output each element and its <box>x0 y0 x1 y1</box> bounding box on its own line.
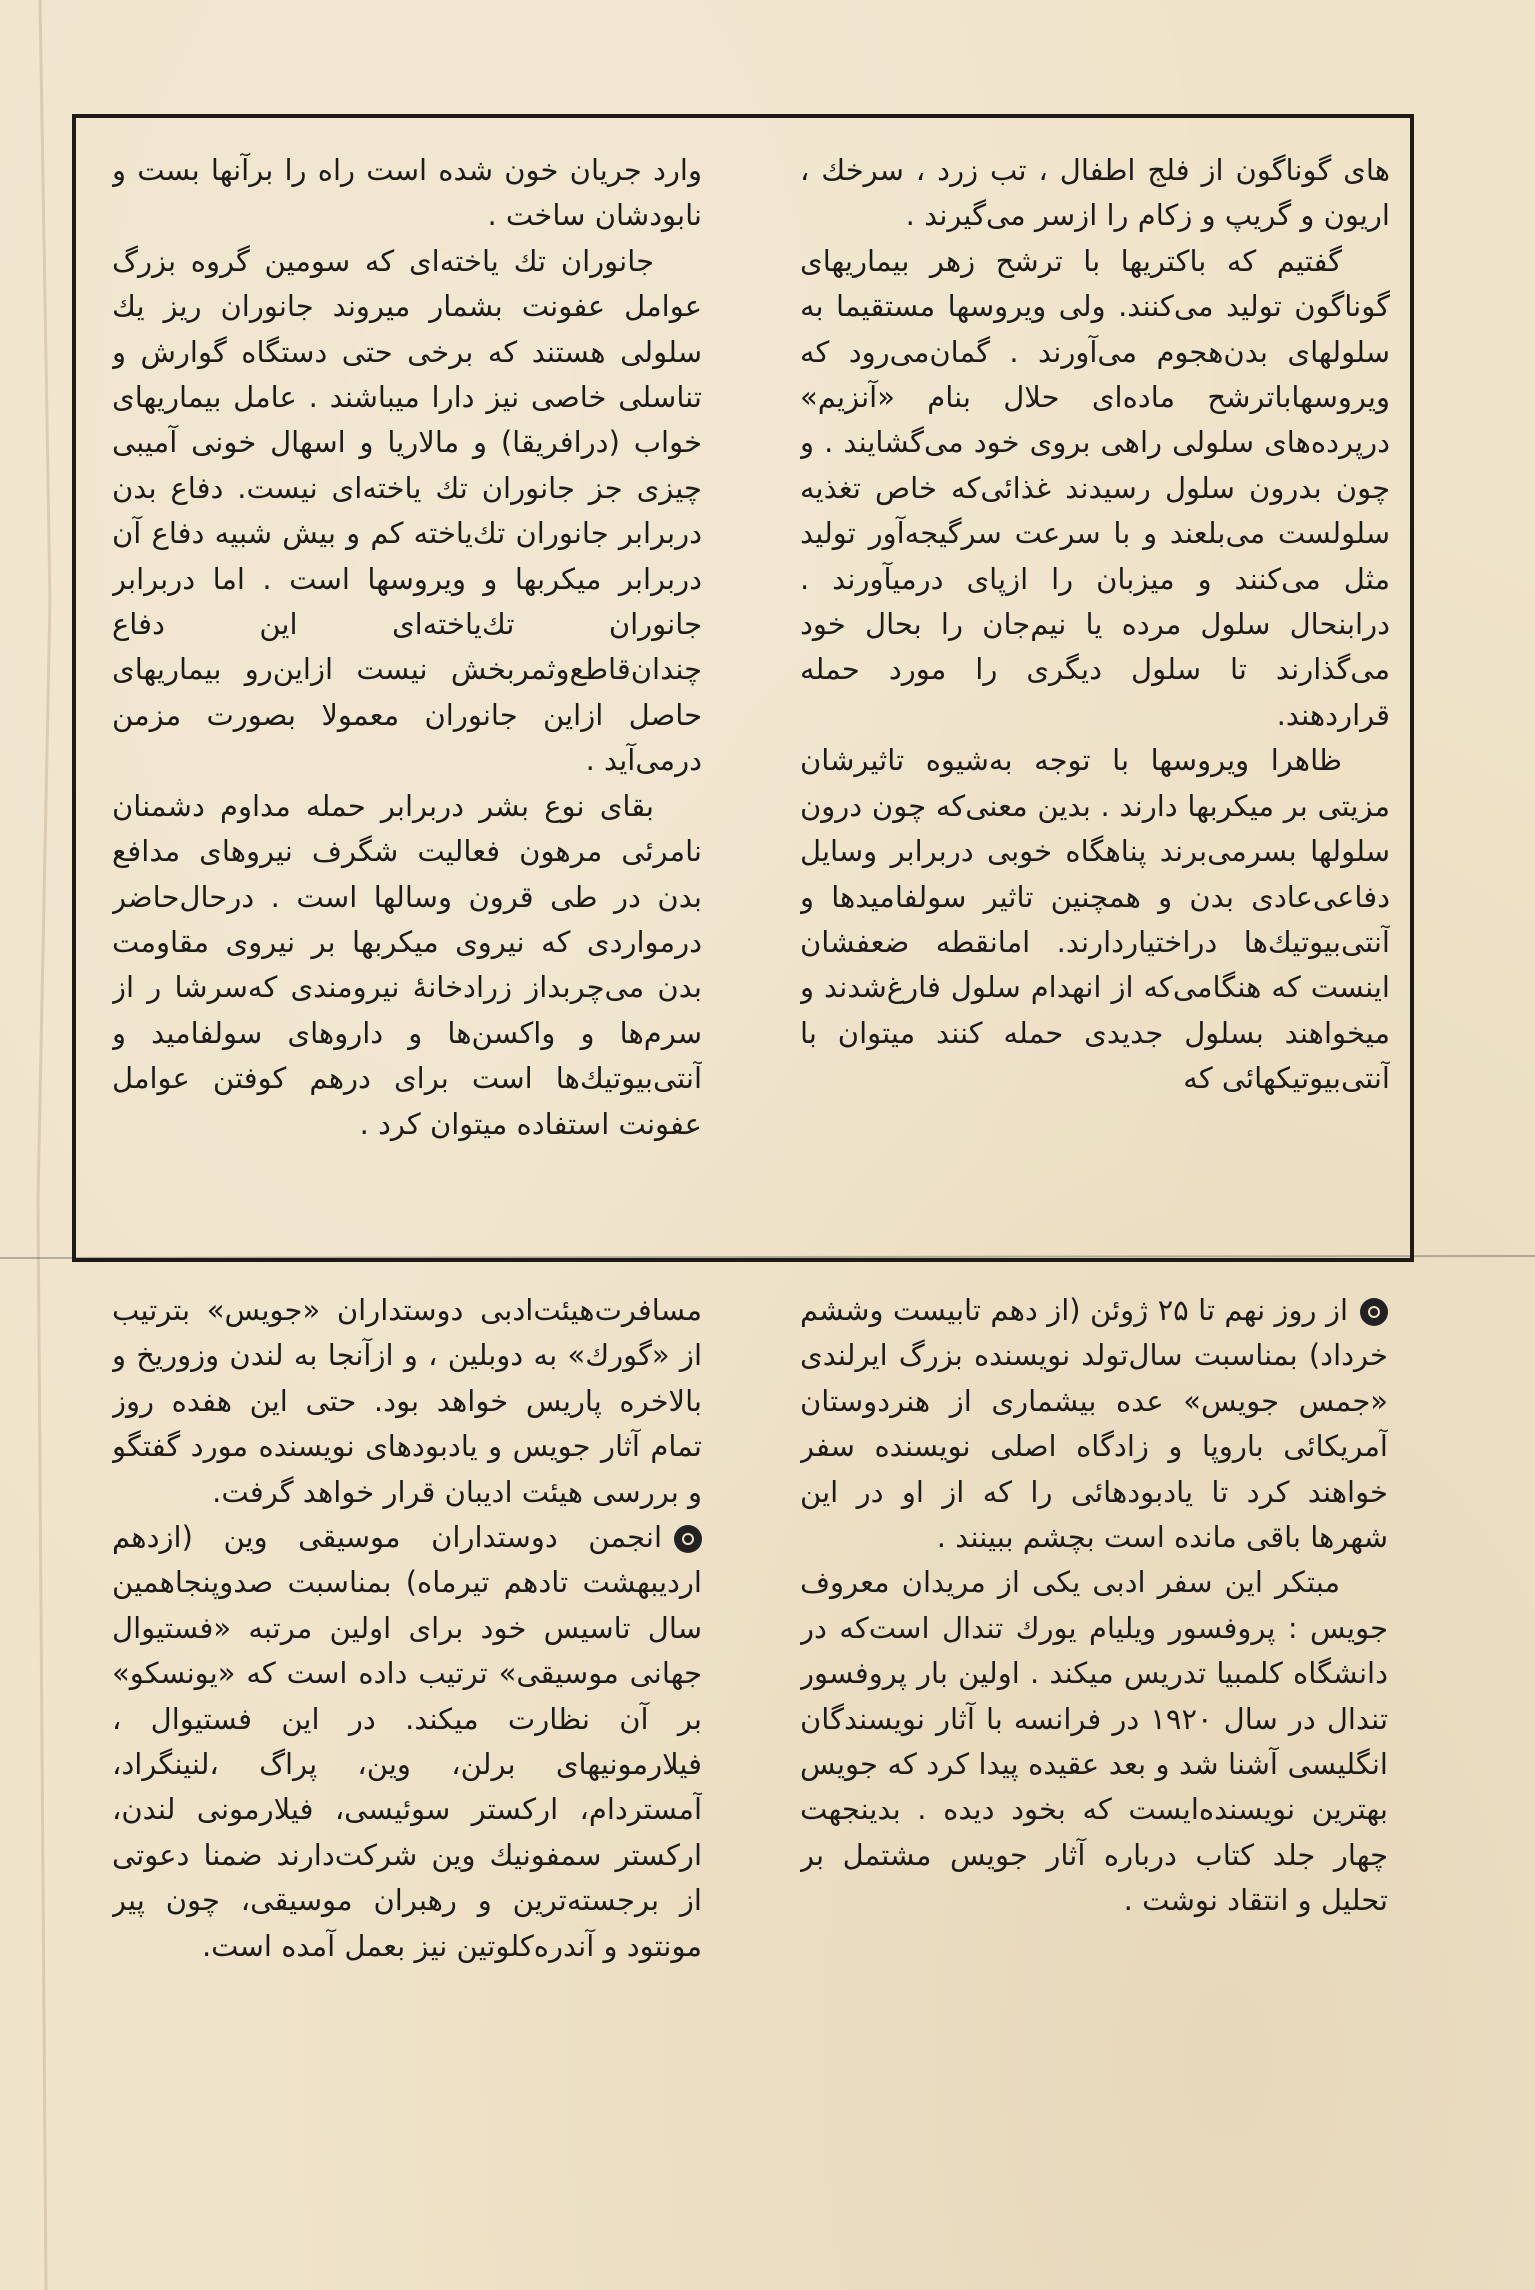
bullet-icon <box>674 1525 702 1553</box>
paragraph: های گوناگون از فلج اطفال ، تب زرد ، سرخك ، اریون و گریپ و زكام را ازسر می‌گیرند . <box>800 153 1390 233</box>
paragraph: بقای نوع بشر دربرابر حمله مداوم دشمنان نامرئی مرهون فعالیت شگرف نیروهای مدافع بدن در طی قرون وسالها است . درحال‌حاضر درمواردی كه نیروی میكربها بر نیروی مقاومت بدن می‌چربداز زرادخانهٔ نیرومندی كه‌سرشا ر از سرم‌ها و واكسن‌ها و داروهای سولفامید و آنتی‌بیوتیك‌ها است برای درهم كوفتن عوامل عفونت استفاده میتوان كرد . <box>112 788 702 1141</box>
paragraph: گفتیم كه باكتریها با ترشح زهر بیماریهای گوناگون تولید می‌كنند. ولی ویروسها مستقیما به سلولهای بدن‌هجوم می‌آورند . گمان‌می‌رود كه ویروسهاباترشح ماده‌ای حلال بنام «آنزیم» درپرده‌های سلولی راهی بروی خود می‌گشایند . و چون بدرون سلول رسیدند غذائی‌كه خاص تغذیه سلولست می‌بلعند و با سرعت سرگیجه‌آور تولید مثل می‌كنند و میزبان را ازپای درمیآورند . درابنحال سلول مرده یا نیم‌جان را بحال خود می‌گذارند تا سلول دیگری را مورد حمله قراردهند. <box>800 243 1390 732</box>
paragraph: مسافرت‌هیئت‌ادبی دوستداران «جویس» بترتیب از «گورك» به دوبلین ، و ازآنجا به لندن وزوریخ و بالاخره پاریس خواهد بود. حتی این هفده روز تمام آثار جویس و یادبودهای نویسنده مورد گفتگو و بررسی هیئت ادیبان قرار خواهد گرفت. <box>112 1293 702 1509</box>
article-box-right-column <box>800 148 1390 1228</box>
article-box-left-column <box>112 148 702 1228</box>
news-item <box>800 1288 1388 1560</box>
paragraph: انجمن دوستداران موسیقی وین (ازدهم اردیبهشت تادهم تیرماه) بمناسبت صدوپنجاهمین سال تاسیس خود برای اولین مرتبه «فستیوال جهانی موسیقی» ترتیب داده است كه «یونسكو» بر آن نظارت میكند. در این فستیوال ، فیلارمونیهای برلن، وین، پراگ ،لنینگراد، آمستردام، اركستر سوئیسی، فیلارمونی لندن، اركستر سمفونیك وین شركت‌دارند ضمنا دعوتی از برجسته‌ترین و رهبران موسیقی، چون پیر مونتود و آندره‌كلوتین نیز بعمل آمده است. <box>112 1520 702 1963</box>
news-item <box>112 1515 702 1969</box>
bullet-icon <box>1360 1298 1388 1326</box>
news-right-column <box>800 1288 1388 2108</box>
paragraph: از روز نهم تا ۲۵ ژوئن (از دهم تابیست وششم خرداد) بمناسبت سال‌تولد نویسنده بزرگ ایرلندی «جمس جویس» عده بیشماری از هنردوستان آمریكائی باروپا و زادگاه اصلی نویسنده سفر خواهند كرد تا یادبودهائی را كه از او در این شهرها باقی مانده است بچشم ببینند . <box>800 1293 1388 1555</box>
news-left-column <box>112 1288 702 2078</box>
paragraph: وارد جریان خون شده است راه را برآنها بست و نابودشان ساخت . <box>112 153 702 233</box>
paragraph: مبتكر این سفر ادبی یكی از مریدان معروف جویس : پروفسور ویلیام یورك تندال است‌كه در دانشگاه كلمبیا تدریس میكند . اولین بار پروفسور تندال در سال ۱۹۲۰ در فرانسه با آثار نویسندگان انگلیسی آشنا شد و بعد عقیده پیدا كرد كه جویس بهترین نویسنده‌ایست كه بخود دیده . بدینجهت چهار جلد كتاب درباره آثار جویس مشتمل بر تحلیل و انتقاد نوشت . <box>800 1565 1388 1918</box>
paragraph: جانوران تك یاخته‌ای كه سومین گروه بزرگ عوامل عفونت بشمار میروند جانوران ریز یك سلولی هستند كه برخی حتی دستگاه گوارش و تناسلی خاصی نیز دارا میباشند . عامل بیماریهای خواب (درافریقا) و مالاریا و اسهال خونی آمیبی چیزی جز جانوران تك یاخته‌ای نیست. دفاع بدن دربرابر جانوران تك‌یاخته كم و بیش شبیه دفاع آن دربرابر میكربها و ویروسها است . اما دربرابر جانوران تك‌یاخته‌ای این دفاع چندان‌قاطع‌وثمربخش نیست ازاین‌رو بیماریهای حاصل ازاین جانوران معمولا بصورت مزمن درمی‌آید . <box>112 243 702 778</box>
paragraph: ظاهرا ویروسها با توجه به‌شیوه تاثیرشان مزیتی بر میكربها دارند . بدین معنی‌كه چون درون سلولها بسرمی‌برند پناهگاه خوبی دربرابر وسایل دفاعی‌عادی بدن و همچنین تاثیر سولفامیدها و آنتی‌بیوتیك‌ها دراختیاردارند. امانقطه ضعفشان اینست كه هنگامی‌كه از انهدام سلول فارغ‌شدند و میخواهند بسلول جدیدی حمله كنند میتوان با آنتی‌بیوتیكهائی كه <box>800 743 1390 1096</box>
